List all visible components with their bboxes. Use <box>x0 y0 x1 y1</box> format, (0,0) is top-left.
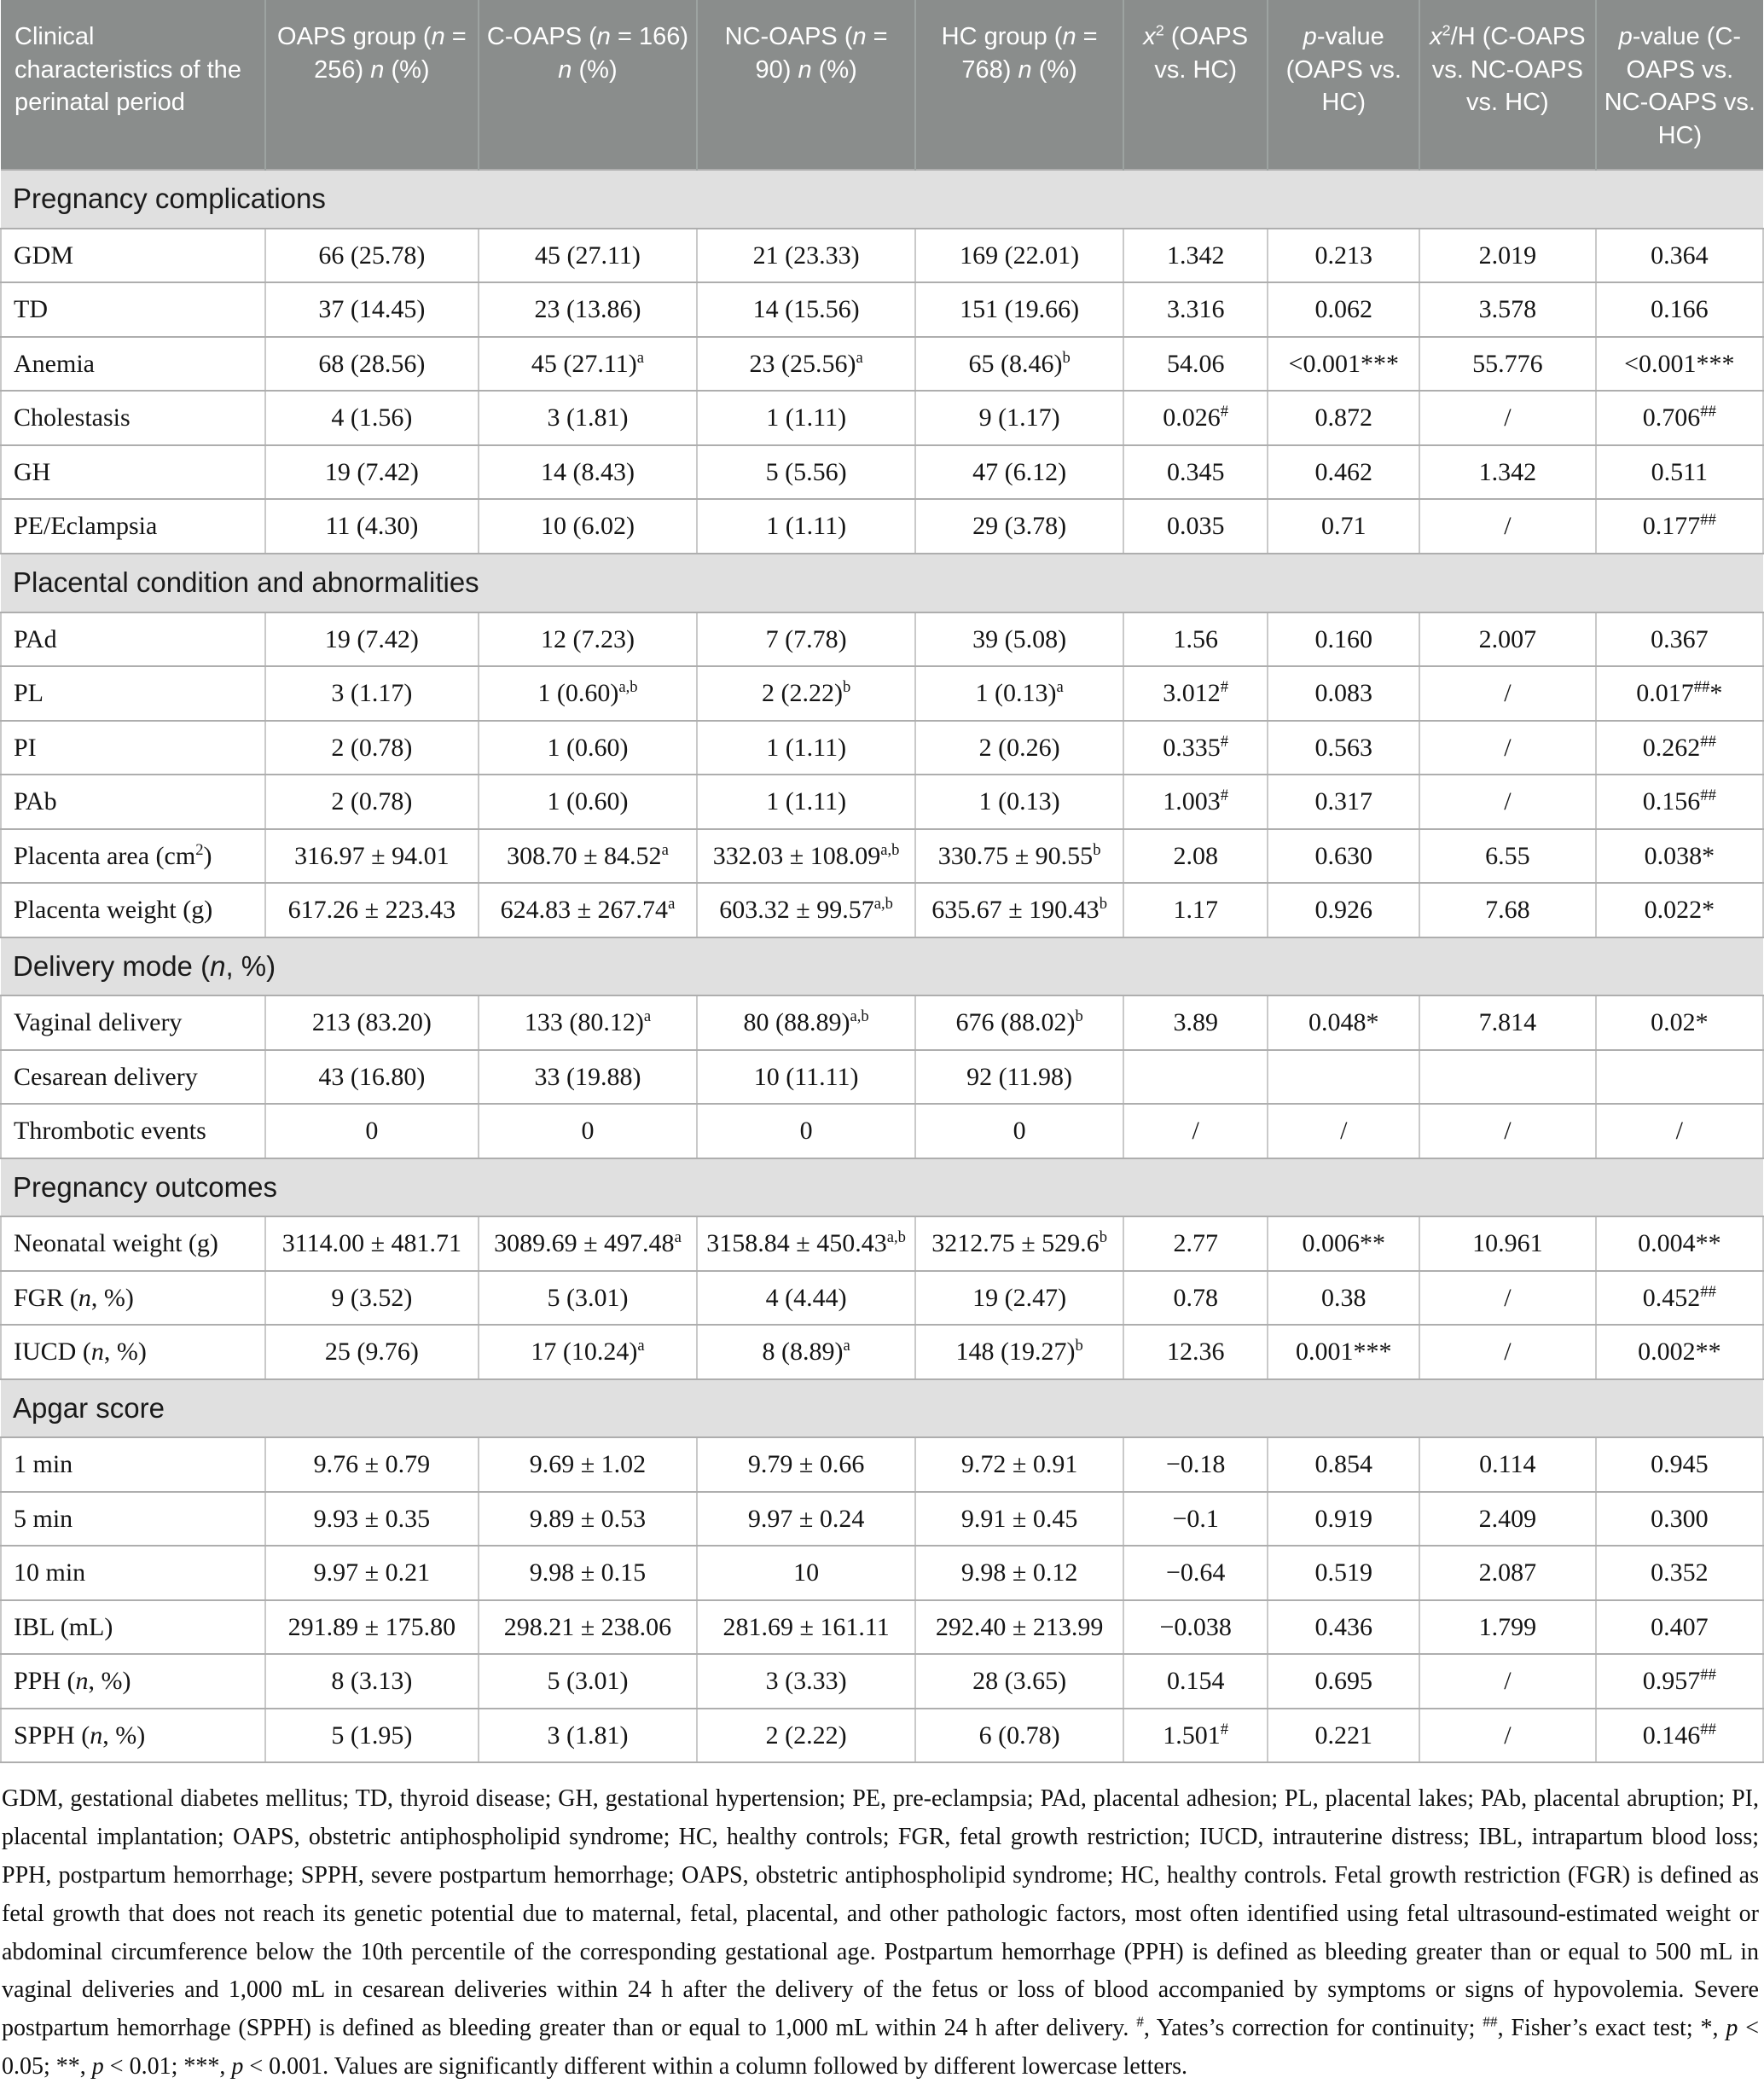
row-label: Cesarean delivery <box>1 1050 265 1105</box>
value-cell: 9.98 ± 0.12 <box>915 1546 1123 1600</box>
value-cell: 3.578 <box>1419 282 1596 337</box>
value-cell: 10 (6.02) <box>479 499 697 554</box>
value-cell: 1 $(0.60)^{a,b}$ <box>479 666 697 721</box>
value-cell: 29 (3.78) <box>915 499 1123 554</box>
data-row <box>1 1492 1763 1547</box>
value-cell: 7.68 <box>1419 883 1596 937</box>
value-cell: 0.300 <box>1596 1492 1763 1547</box>
row-label: SPPH (n, %) <box>1 1709 265 1763</box>
row-label: PE/Eclampsia <box>1 499 265 554</box>
value-cell: 0.154 <box>1123 1654 1268 1709</box>
value-cell: 1.799 <box>1419 1600 1596 1655</box>
value-cell: 1.003# <box>1123 775 1268 829</box>
value-cell: 7 (7.78) <box>697 612 915 667</box>
value-cell: 5 (3.01) <box>479 1271 697 1326</box>
value-cell: 4 (1.56) <box>265 391 479 445</box>
value-cell: 10.961 <box>1419 1216 1596 1271</box>
value-cell: 7.814 <box>1419 995 1596 1050</box>
value-cell: 0.364 <box>1596 229 1763 283</box>
value-cell: 65 $(8.46)^b$ <box>915 337 1123 392</box>
value-cell: 9.72 ± 0.91 <box>915 1437 1123 1492</box>
value-cell: 54.06 <box>1123 337 1268 392</box>
value-cell: 3.89 <box>1123 995 1268 1050</box>
value-cell: 3.012# <box>1123 666 1268 721</box>
value-cell: 2.77 <box>1123 1216 1268 1271</box>
value-cell: 0.002** <box>1596 1325 1763 1379</box>
data-row <box>1 666 1763 721</box>
data-row <box>1 282 1763 337</box>
value-cell: / <box>1419 1325 1596 1379</box>
value-cell: 9.91 ± 0.45 <box>915 1492 1123 1547</box>
data-row <box>1 721 1763 775</box>
value-cell: 3 (3.33) <box>697 1654 915 1709</box>
value-cell: 55.776 <box>1419 337 1596 392</box>
value-cell: −0.18 <box>1123 1437 1268 1492</box>
value-cell: 308.70 ± 84.52$^a$ <box>479 829 697 884</box>
row-label: Cholestasis <box>1 391 265 445</box>
value-cell: 5 (5.56) <box>697 445 915 500</box>
value-cell: 80 $(88.89)^{a,b}$ <box>697 995 915 1050</box>
value-cell: 9.79 ± 0.66 <box>697 1437 915 1492</box>
value-cell <box>1596 1050 1763 1105</box>
value-cell: 45 $(27.11)^a$ <box>479 337 697 392</box>
value-cell: 33 (19.88) <box>479 1050 697 1105</box>
value-cell: 9.98 ± 0.15 <box>479 1546 697 1600</box>
value-cell: 17 $(10.24)^a$ <box>479 1325 697 1379</box>
value-cell: / <box>1419 775 1596 829</box>
value-cell: 12 (7.23) <box>479 612 697 667</box>
column-header: OAPS group (n = 256) n (%) <box>265 0 479 170</box>
value-cell: 9.97 ± 0.24 <box>697 1492 915 1547</box>
value-cell: / <box>1419 721 1596 775</box>
value-cell: 292.40 ± 213.99 <box>915 1600 1123 1655</box>
value-cell: 12.36 <box>1123 1325 1268 1379</box>
value-cell <box>1268 1050 1419 1105</box>
value-cell: 0.317 <box>1268 775 1419 829</box>
value-cell: 148 $(19.27)^b$ <box>915 1325 1123 1379</box>
value-cell: 8 (3.13) <box>265 1654 479 1709</box>
value-cell: 0.695 <box>1268 1654 1419 1709</box>
value-cell: 330.75 ± 90.55$^b$ <box>915 829 1123 884</box>
value-cell: 0.160 <box>1268 612 1419 667</box>
value-cell <box>1419 1050 1596 1105</box>
value-cell: $332.03 \pm 108.09^{a,b}$ <box>697 829 915 884</box>
value-cell: 0.407 <box>1596 1600 1763 1655</box>
data-row <box>1 1437 1763 1492</box>
value-cell: 0.519 <box>1268 1546 1419 1600</box>
value-cell: 5 (1.95) <box>265 1709 479 1763</box>
value-cell: 2.019 <box>1419 229 1596 283</box>
value-cell: <0.001*** <box>1268 337 1419 392</box>
value-cell: 0.436 <box>1268 1600 1419 1655</box>
value-cell: 21 (23.33) <box>697 229 915 283</box>
value-cell: 6 (0.78) <box>915 1709 1123 1763</box>
data-row <box>1 499 1763 554</box>
value-cell: 3089.69 ± 497.48$^a$ <box>479 1216 697 1271</box>
value-cell: 66 (25.78) <box>265 229 479 283</box>
value-cell: 9.93 ± 0.35 <box>265 1492 479 1547</box>
row-label: 1 min <box>1 1437 265 1492</box>
value-cell: 0.957## <box>1596 1654 1763 1709</box>
row-label: Placenta weight (g) <box>1 883 265 937</box>
row-label: PI <box>1 721 265 775</box>
value-cell: 1 (0.60) <box>479 721 697 775</box>
value-cell: 68 (28.56) <box>265 337 479 392</box>
value-cell: 23 $(25.56)^a$ <box>697 337 915 392</box>
value-cell: / <box>1419 499 1596 554</box>
value-cell: 8 $(8.89)^a$ <box>697 1325 915 1379</box>
row-label: 5 min <box>1 1492 265 1547</box>
value-cell: 0.02* <box>1596 995 1763 1050</box>
value-cell: 213 (83.20) <box>265 995 479 1050</box>
row-label: GH <box>1 445 265 500</box>
data-row <box>1 391 1763 445</box>
column-header: $x^2/H$ (C-OAPS vs. NC-OAPS vs. HC) <box>1419 0 1596 170</box>
value-cell: 10 <box>697 1546 915 1600</box>
value-cell: 0.38 <box>1268 1271 1419 1326</box>
value-cell: 0 <box>479 1104 697 1158</box>
value-cell: 0.022* <box>1596 883 1763 937</box>
value-cell: 0.872 <box>1268 391 1419 445</box>
value-cell: −0.1 <box>1123 1492 1268 1547</box>
row-label: Placenta area $(cm^2)$ <box>1 829 265 884</box>
row-label: PPH (n, %) <box>1 1654 265 1709</box>
value-cell: 676 $(88.02)^b$ <box>915 995 1123 1050</box>
data-row <box>1 1216 1763 1271</box>
value-cell: 6.55 <box>1419 829 1596 884</box>
value-cell: 1.342 <box>1419 445 1596 500</box>
value-cell: 2 (0.78) <box>265 775 479 829</box>
value-cell: 617.26 ± 223.43 <box>265 883 479 937</box>
data-row <box>1 612 1763 667</box>
value-cell: 0.854 <box>1268 1437 1419 1492</box>
value-cell: 0.062 <box>1268 282 1419 337</box>
value-cell: 316.97 ± 94.01 <box>265 829 479 884</box>
table-header-row <box>1 0 1763 170</box>
value-cell: 0.71 <box>1268 499 1419 554</box>
value-cell: 2 $(2.22)^b$ <box>697 666 915 721</box>
value-cell: 281.69 ± 161.11 <box>697 1600 915 1655</box>
value-cell <box>1123 1050 1268 1105</box>
column-header: $x^2$ (OAPS vs. HC) <box>1123 0 1268 170</box>
value-cell: 5 (3.01) <box>479 1654 697 1709</box>
value-cell: 0.166 <box>1596 282 1763 337</box>
row-label: 10 min <box>1 1546 265 1600</box>
value-cell: 9.89 ± 0.53 <box>479 1492 697 1547</box>
value-cell: 19 (2.47) <box>915 1271 1123 1326</box>
value-cell: 2 (2.22) <box>697 1709 915 1763</box>
value-cell: 14 (15.56) <box>697 282 915 337</box>
data-row <box>1 829 1763 884</box>
data-row <box>1 229 1763 283</box>
value-cell: 133 $(80.12)^a$ <box>479 995 697 1050</box>
row-label: IUCD (n, %) <box>1 1325 265 1379</box>
value-cell: 0 <box>265 1104 479 1158</box>
column-header: p-value (C-OAPS vs. NC-OAPS vs. HC) <box>1596 0 1763 170</box>
value-cell: 0.919 <box>1268 1492 1419 1547</box>
table-body <box>1 170 1763 1762</box>
section-row <box>1 937 1763 996</box>
row-label: Neonatal weight (g) <box>1 1216 265 1271</box>
column-header: NC-OAPS (n = 90) n (%) <box>697 0 915 170</box>
footnote: GDM, gestational diabetes mellitus; TD, thyroid disease; GH, gestational hypertension; PE, pre-eclampsia; PAd, placental adhesion; PL, placental lakes; PAb, placental abruption; PI, placental implantation; OAPS, obstetric antiphospholipid syndrome; HC, healthy controls; FGR, fetal growth restriction; IUCD, intrauterine distress; IBL, intrapartum blood loss; PPH, postpartum hemorrhage; SPPH, severe postpartum hemorrhage; OAPS, obstetric antiphospholipid syndrome; HC, healthy controls. Fetal growth restriction (FGR) is defined as fetal growth that does not reach its genetic potential due to maternal, fetal, placental, and other pathologic factors, most often identified using fetal ultrasound-estimated weight or abdominal circumference below the 10th percentile of the corresponding gestational age. Postpartum hemorrhage (PPH) is defined as bleeding greater than or equal to 500 mL in vaginal deliveries and 1,000 mL in cesarean deliveries within 24 h after the delivery of the fetus or loss of blood accompanied by symptoms or signs of hypovolemia. Severe postpartum hemorrhage (SPPH) is defined as bleeding greater than or equal to 1,000 mL within 24 h after delivery. #, Yates’s correction for continuity; ##, Fisher’s exact test; *, p < 0.05; **, p < 0.01; ***, p < 0.001. Values are significantly different within a column followed by different lowercase letters. <box>2 1785 1759 2080</box>
value-cell: 624.83 ± 267.74$^a$ <box>479 883 697 937</box>
value-cell: −0.038 <box>1123 1600 1268 1655</box>
data-row <box>1 1600 1763 1655</box>
row-label: PAd <box>1 612 265 667</box>
value-cell: 19 (7.42) <box>265 612 479 667</box>
value-cell: 0 <box>915 1104 1123 1158</box>
data-row <box>1 1654 1763 1709</box>
value-cell: 0.926 <box>1268 883 1419 937</box>
value-cell: 1 (0.60) <box>479 775 697 829</box>
value-cell: 3 (1.81) <box>479 391 697 445</box>
value-cell: 45 (27.11) <box>479 229 697 283</box>
value-cell: 0.035 <box>1123 499 1268 554</box>
value-cell: 0 <box>697 1104 915 1158</box>
value-cell: 39 (5.08) <box>915 612 1123 667</box>
value-cell: 291.89 ± 175.80 <box>265 1600 479 1655</box>
value-cell: <0.001*** <box>1596 337 1763 392</box>
value-cell: 23 (13.86) <box>479 282 697 337</box>
row-label: PL <box>1 666 265 721</box>
value-cell: 3.316 <box>1123 282 1268 337</box>
data-row <box>1 1050 1763 1105</box>
value-cell: 0.146## <box>1596 1709 1763 1763</box>
row-label: PAb <box>1 775 265 829</box>
value-cell: 0.262## <box>1596 721 1763 775</box>
value-cell: 1 (1.11) <box>697 721 915 775</box>
data-row <box>1 1546 1763 1600</box>
value-cell: / <box>1419 391 1596 445</box>
section-row <box>1 1158 1763 1217</box>
value-cell: 0.367 <box>1596 612 1763 667</box>
row-label: TD <box>1 282 265 337</box>
value-cell: 2 (0.78) <box>265 721 479 775</box>
section-title: Pregnancy outcomes <box>1 1158 1763 1217</box>
value-cell: 169 (22.01) <box>915 229 1123 283</box>
value-cell: 0.452## <box>1596 1271 1763 1326</box>
value-cell: 1.17 <box>1123 883 1268 937</box>
value-cell: 1 (1.11) <box>697 499 915 554</box>
data-row <box>1 445 1763 500</box>
data-row <box>1 995 1763 1050</box>
value-cell: / <box>1419 1709 1596 1763</box>
value-cell: 47 (6.12) <box>915 445 1123 500</box>
value-cell: 3 (1.17) <box>265 666 479 721</box>
value-cell: 1.342 <box>1123 229 1268 283</box>
value-cell: / <box>1419 1271 1596 1326</box>
value-cell: 2.087 <box>1419 1546 1596 1600</box>
value-cell: 14 (8.43) <box>479 445 697 500</box>
data-row <box>1 1104 1763 1158</box>
value-cell: 28 (3.65) <box>915 1654 1123 1709</box>
value-cell: 0.706## <box>1596 391 1763 445</box>
value-cell: 3114.00 ± 481.71 <box>265 1216 479 1271</box>
value-cell: 92 (11.98) <box>915 1050 1123 1105</box>
value-cell: 0.038* <box>1596 829 1763 884</box>
value-cell: 3 (1.81) <box>479 1709 697 1763</box>
value-cell: 1 (1.11) <box>697 391 915 445</box>
value-cell: 0.114 <box>1419 1437 1596 1492</box>
data-row <box>1 1271 1763 1326</box>
value-cell: 43 (16.80) <box>265 1050 479 1105</box>
value-cell: $3158.84 \pm 450.43^{a,b}$ <box>697 1216 915 1271</box>
value-cell: 0.177## <box>1596 499 1763 554</box>
value-cell: 9 (3.52) <box>265 1271 479 1326</box>
section-row <box>1 170 1763 229</box>
value-cell: 2.007 <box>1419 612 1596 667</box>
value-cell: 9.69 ± 1.02 <box>479 1437 697 1492</box>
value-cell: 0.026# <box>1123 391 1268 445</box>
value-cell: 2.409 <box>1419 1492 1596 1547</box>
value-cell: / <box>1596 1104 1763 1158</box>
row-label: FGR (n, %) <box>1 1271 265 1326</box>
value-cell: 2.08 <box>1123 829 1268 884</box>
value-cell: 0.345 <box>1123 445 1268 500</box>
section-title: Apgar score <box>1 1379 1763 1438</box>
row-label: GDM <box>1 229 265 283</box>
value-cell: 0.563 <box>1268 721 1419 775</box>
value-cell: 4 (4.44) <box>697 1271 915 1326</box>
row-label: Vaginal delivery <box>1 995 265 1050</box>
value-cell: / <box>1419 1104 1596 1158</box>
value-cell: 37 (14.45) <box>265 282 479 337</box>
value-cell: / <box>1123 1104 1268 1158</box>
value-cell: 0.352 <box>1596 1546 1763 1600</box>
value-cell: / <box>1419 666 1596 721</box>
value-cell: 0.511 <box>1596 445 1763 500</box>
value-cell: 151 (19.66) <box>915 282 1123 337</box>
value-cell: 635.67 ± 190.43$^b$ <box>915 883 1123 937</box>
value-cell: 0.945 <box>1596 1437 1763 1492</box>
value-cell: 0.001*** <box>1268 1325 1419 1379</box>
section-row <box>1 1379 1763 1438</box>
row-label: Anemia <box>1 337 265 392</box>
value-cell: 2 (0.26) <box>915 721 1123 775</box>
value-cell: 0.78 <box>1123 1271 1268 1326</box>
value-cell: 1 $(0.13)^a$ <box>915 666 1123 721</box>
column-header: p-value (OAPS vs. HC) <box>1268 0 1419 170</box>
value-cell: 1.501# <box>1123 1709 1268 1763</box>
data-row <box>1 1709 1763 1763</box>
data-row <box>1 775 1763 829</box>
section-row <box>1 554 1763 612</box>
value-cell: 3212.75 ± 529.6$^b$ <box>915 1216 1123 1271</box>
column-header-row-label: Clinical characteristics of the perinatal period <box>1 0 265 170</box>
value-cell: 10 (11.11) <box>697 1050 915 1105</box>
value-cell: 9 (1.17) <box>915 391 1123 445</box>
value-cell: 0.083 <box>1268 666 1419 721</box>
section-title: Placental condition and abnormalities <box>1 554 1763 612</box>
value-cell: 0.156## <box>1596 775 1763 829</box>
value-cell: 0.335# <box>1123 721 1268 775</box>
value-cell: 0.221 <box>1268 1709 1419 1763</box>
row-label: IBL (mL) <box>1 1600 265 1655</box>
column-header: HC group (n = 768) n (%) <box>915 0 1123 170</box>
value-cell: 0.630 <box>1268 829 1419 884</box>
value-cell: −0.64 <box>1123 1546 1268 1600</box>
data-row <box>1 337 1763 392</box>
data-row <box>1 1325 1763 1379</box>
value-cell: 0.213 <box>1268 229 1419 283</box>
data-row <box>1 883 1763 937</box>
value-cell: 0.462 <box>1268 445 1419 500</box>
value-cell: / <box>1419 1654 1596 1709</box>
value-cell: 11 (4.30) <box>265 499 479 554</box>
value-cell: 19 (7.42) <box>265 445 479 500</box>
value-cell: 1 (1.11) <box>697 775 915 829</box>
value-cell: 0.004** <box>1596 1216 1763 1271</box>
value-cell: 25 (9.76) <box>265 1325 479 1379</box>
value-cell: 9.76 ± 0.79 <box>265 1437 479 1492</box>
value-cell: $603.32 \pm 99.57^{a,b}$ <box>697 883 915 937</box>
value-cell: 9.97 ± 0.21 <box>265 1546 479 1600</box>
row-label: Thrombotic events <box>1 1104 265 1158</box>
value-cell: 298.21 ± 238.06 <box>479 1600 697 1655</box>
value-cell: 0.048* <box>1268 995 1419 1050</box>
value-cell: 0.006** <box>1268 1216 1419 1271</box>
section-title: Delivery mode (n, %) <box>1 937 1763 996</box>
value-cell: 1.56 <box>1123 612 1268 667</box>
value-cell: / <box>1268 1104 1419 1158</box>
section-title: Pregnancy complications <box>1 170 1763 229</box>
value-cell: 1 (0.13) <box>915 775 1123 829</box>
value-cell: 0.017##* <box>1596 666 1763 721</box>
column-header: C-OAPS (n = 166) n (%) <box>479 0 697 170</box>
